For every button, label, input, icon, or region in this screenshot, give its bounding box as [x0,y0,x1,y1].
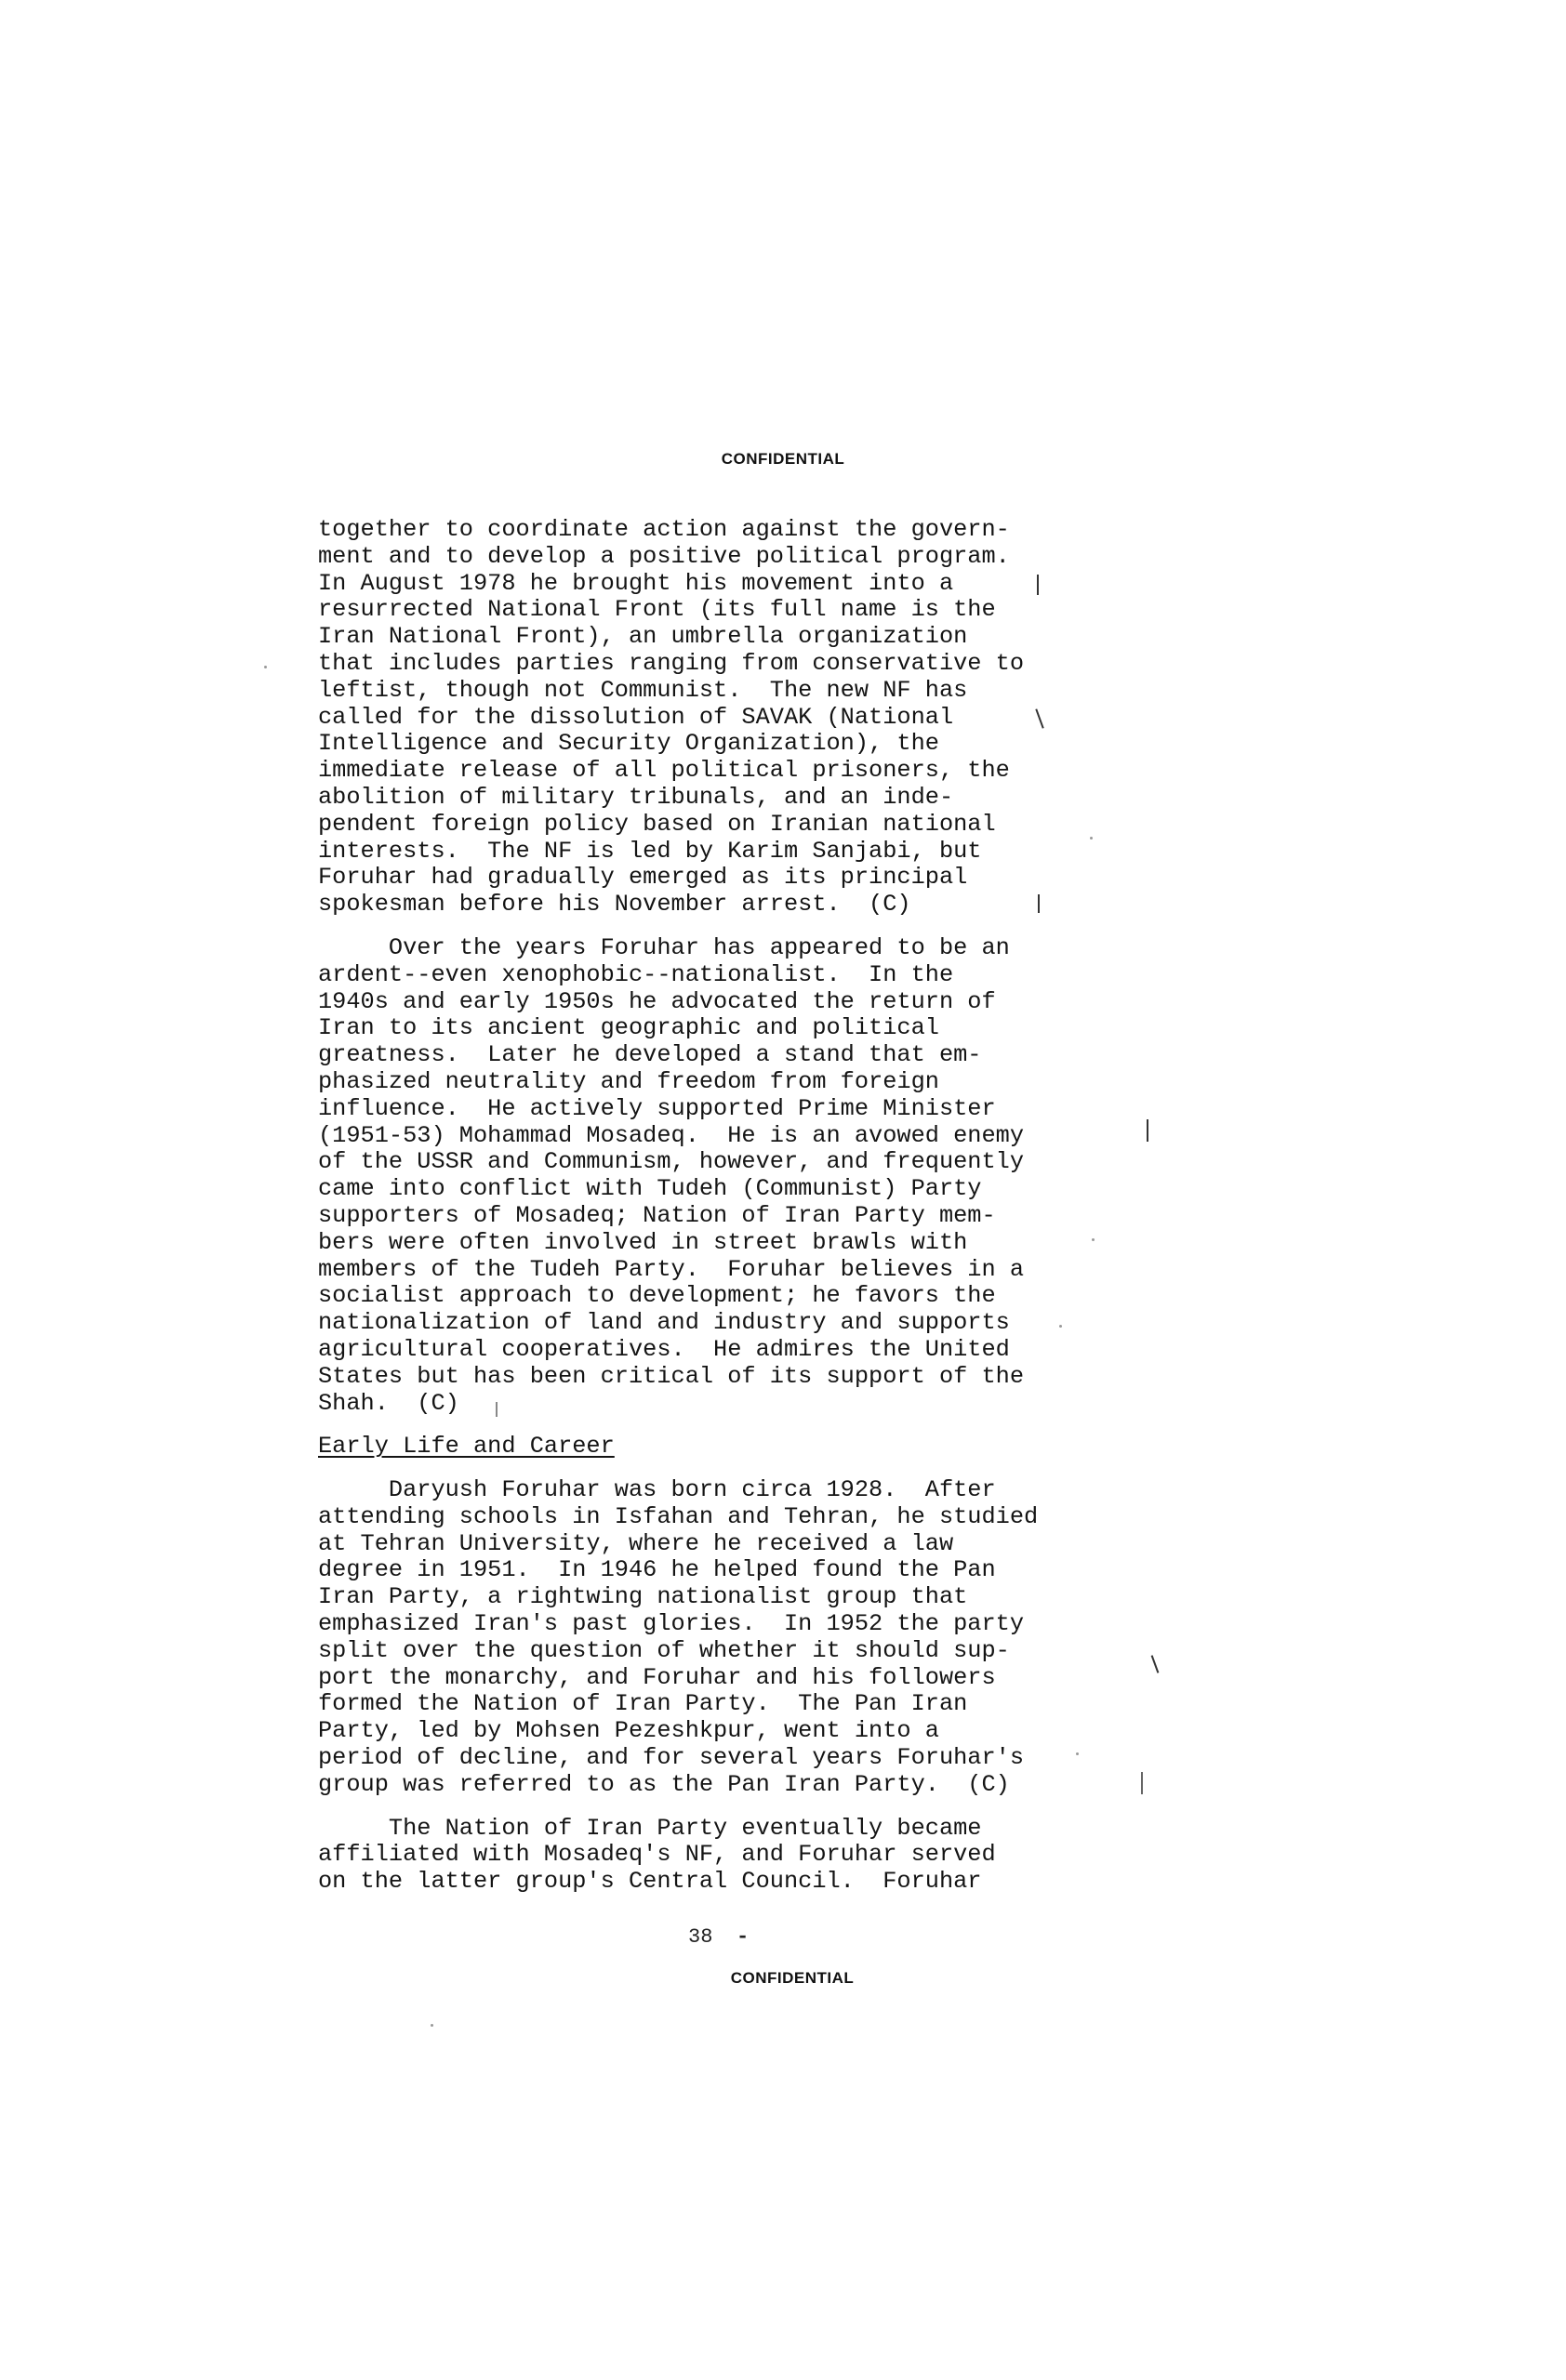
text-line: formed the Nation of Iran Party. The Pan Iran [318,1690,968,1718]
paragraph-gap [318,1799,1155,1816]
text-line: interests. The NF is led by Karim Sanjabi, but [318,837,982,865]
text-line: nationalization of land and industry and supports [318,1309,1010,1337]
text-line: ment and to develop a positive political program. [318,542,1010,570]
text-line: Daryush Foruhar was born circa 1928. After [318,1476,996,1504]
text-line: affiliated with Mosadeq's NF, and Foruhar served [318,1841,996,1869]
paragraph-4 [318,1816,1155,1896]
text-line: resurrected National Front (its full name is the [318,596,996,624]
text-line: emphasized Iran's past glories. In 1952 the party [318,1610,1025,1638]
text-line: (1951-53) Mohammad Mosadeq. He is an avowed enemy [318,1121,1025,1149]
text-line: called for the dissolution of SAVAK (National [318,703,954,731]
text-line: attending schools in Isfahan and Tehran, he studied [318,1502,1039,1530]
page-number-dash: - [737,1925,750,1949]
text-line: 1940s and early 1950s he advocated the return of [318,987,996,1015]
scan-speck [1076,1752,1079,1755]
text-line: leftist, though not Communist. The new NF has [318,676,968,704]
classification-header: CONFIDENTIAL [721,450,845,468]
text-line: Foruhar had gradually emerged as its principal [318,864,968,892]
text-line: Shah. (C) [318,1389,459,1417]
text-line: members of the Tudeh Party. Foruhar believes in a [318,1255,1025,1283]
text-line: degree in 1951. In 1946 he helped found the Pan [318,1556,996,1584]
text-line: Party, led by Mohsen Pezeshkpur, went into a [318,1717,939,1745]
text-line: Iran National Front), an umbrella organization [318,623,968,651]
margin-change-bar [1141,1772,1143,1794]
text-line: at Tehran University, where he received a law [318,1529,954,1557]
heading-gap [318,1417,1155,1434]
text-line: In August 1978 he brought his movement into a [318,569,954,597]
margin-change-bar [496,1402,498,1417]
paragraph-2 [318,935,1155,1417]
text-line: Intelligence and Security Organization), the [318,730,939,758]
text-line: influence. He actively supported Prime Minister [318,1094,996,1122]
scan-speck [1059,1325,1062,1328]
scan-speck [431,2024,433,2027]
text-line: that includes parties ranging from conservative to [318,649,1025,677]
text-line: bers were often involved in street brawls with [318,1228,968,1256]
text-line: together to coordinate action against the govern- [318,516,1010,543]
text-line: group was referred to as the Pan Iran Party. (C) [318,1770,1010,1798]
paragraph-gap [318,919,1155,935]
heading-gap [318,1461,1155,1477]
text-line: greatness. Later he developed a stand that em- [318,1041,982,1069]
text-line: Iran to its ancient geographic and political [318,1014,939,1042]
text-line: The Nation of Iran Party eventually became [318,1814,982,1842]
section-heading: Early Life and Career [318,1433,615,1461]
scan-speck [1092,1238,1095,1241]
text-line: abolition of military tribunals, and an inde- [318,783,954,811]
text-line: came into conflict with Tudeh (Communist) Party [318,1175,982,1203]
text-line: States but has been critical of its support of the [318,1362,1025,1390]
text-line: agricultural cooperatives. He admires the United [318,1335,1010,1363]
scan-speck [1090,837,1093,840]
text-line: of the USSR and Communism, however, and frequently [318,1148,1025,1176]
margin-change-bar [1147,1119,1148,1142]
text-line: phasized neutrality and freedom from foreign [318,1067,939,1095]
scan-speck [264,666,267,668]
margin-change-bar [1037,575,1039,595]
text-line: socialist approach to development; he favors the [318,1282,996,1310]
text-line: Over the years Foruhar has appeared to be an [318,933,1010,961]
text-line: on the latter group's Central Council. Foruhar [318,1868,982,1896]
text-line: immediate release of all political prisoners, the [318,757,1010,785]
paragraph-1 [318,517,1155,919]
text-line: ardent--even xenophobic--nationalist. In the [318,960,954,988]
text-line: period of decline, and for several years Foruhar's [318,1744,1025,1772]
margin-change-bar [1038,894,1040,913]
text-line: supporters of Mosadeq; Nation of Iran Party mem- [318,1201,996,1229]
classification-footer: CONFIDENTIAL [730,1969,855,1987]
text-line: Iran Party, a rightwing nationalist group that [318,1583,968,1611]
text-line: pendent foreign policy based on Iranian national [318,810,996,838]
text-line: port the monarchy, and Foruhar and his followers [318,1663,996,1691]
page-number: 38 [688,1925,713,1949]
text-line: spokesman before his November arrest. (C) [318,891,911,919]
body-text [318,517,1155,1896]
text-line: split over the question of whether it should sup- [318,1636,1010,1664]
paragraph-3 [318,1477,1155,1799]
